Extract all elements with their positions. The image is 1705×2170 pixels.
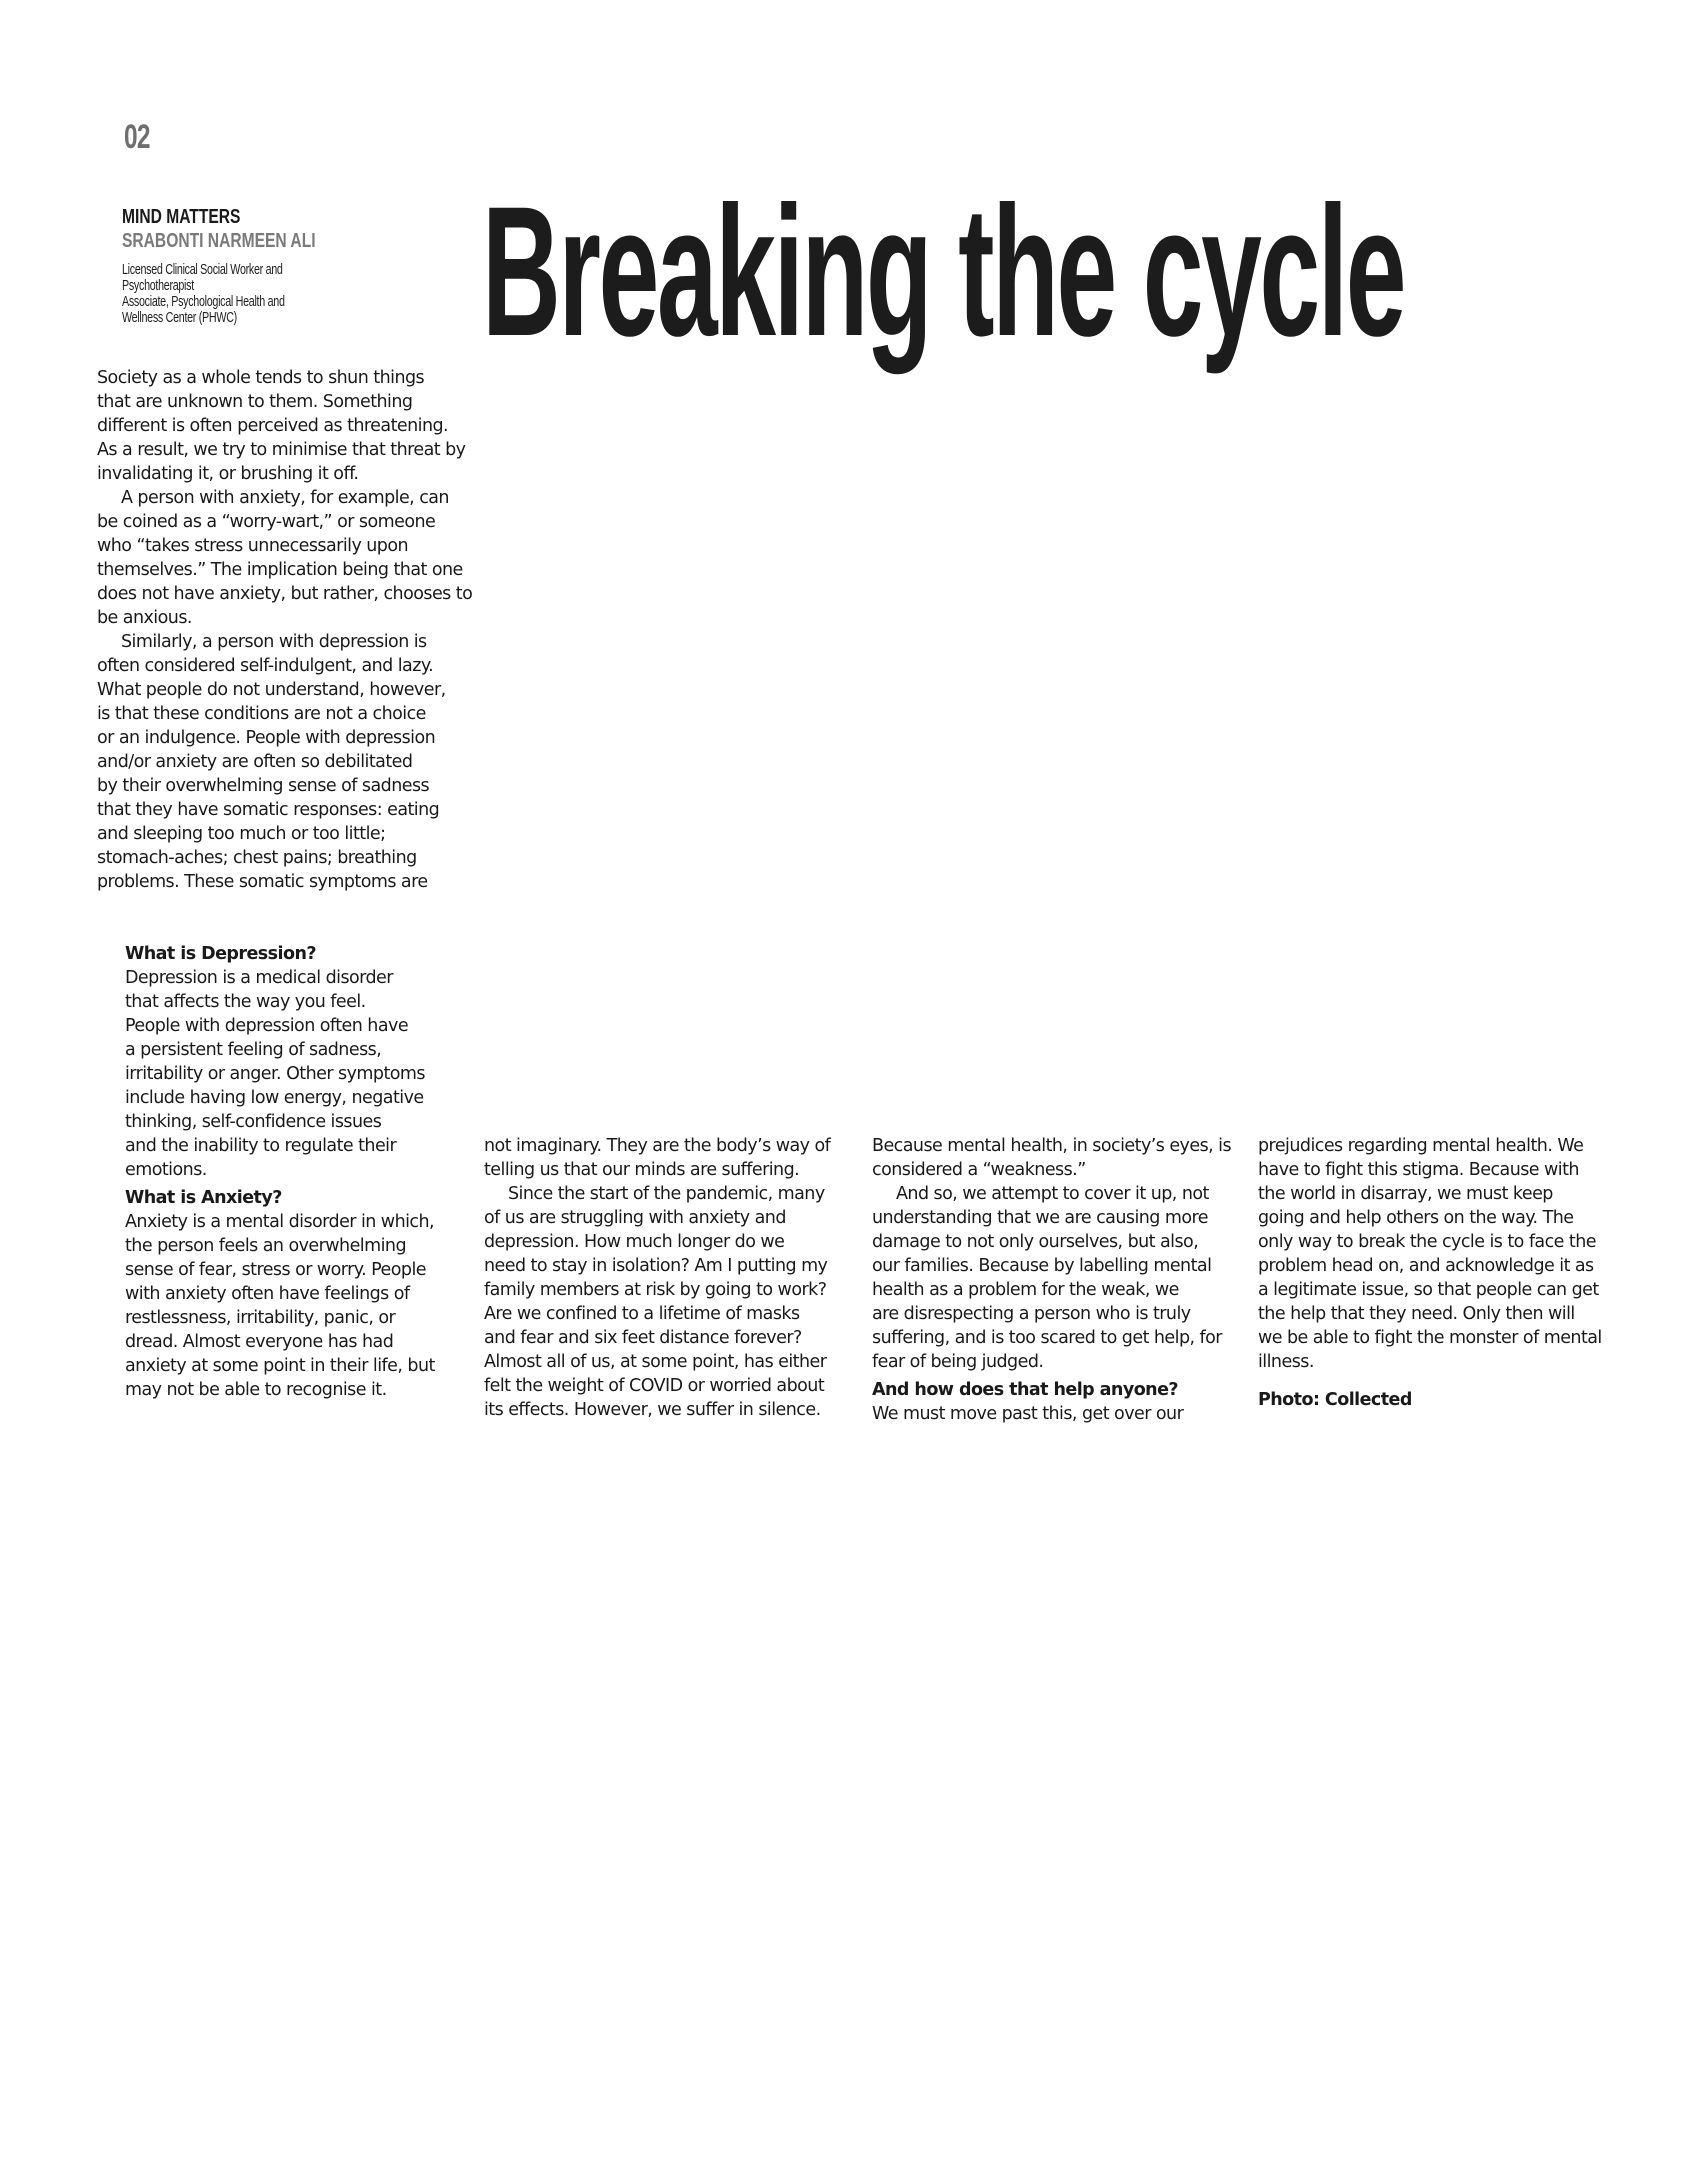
body-line: telling us that our minds are suffering. bbox=[484, 1160, 800, 1180]
body-line: the world in disarray, we must keep bbox=[1258, 1184, 1553, 1204]
body-line: its effects. However, we suffer in silence. bbox=[484, 1400, 821, 1420]
body-line: the help that they need. Only then will bbox=[1258, 1304, 1575, 1324]
body-line: depression. How much longer do we bbox=[484, 1232, 785, 1252]
body-line: and fear and six feet distance forever? bbox=[484, 1328, 802, 1348]
sidebar-line: and the inability to regulate their bbox=[125, 1136, 397, 1156]
body-line: be anxious. bbox=[97, 608, 192, 628]
sidebar-line: may not be able to recognise it. bbox=[125, 1380, 387, 1400]
body-line: our families. Because by labelling mental bbox=[872, 1256, 1212, 1276]
body-line: fear of being judged. bbox=[872, 1352, 1044, 1372]
sidebar-line: irritability or anger. Other symptoms bbox=[125, 1064, 425, 1084]
sidebar-line: sense of fear, stress or worry. People bbox=[125, 1260, 426, 1280]
body-line: Because mental health, in society’s eyes, is bbox=[872, 1136, 1232, 1156]
body-line: have to fight this stigma. Because with bbox=[1258, 1160, 1579, 1180]
section-label: MIND MATTERS bbox=[122, 206, 241, 228]
body-line: damage to not only ourselves, but also, bbox=[872, 1232, 1199, 1252]
article-column-2 bbox=[484, 1134, 830, 1422]
credential-line: Licensed Clinical Social Worker and bbox=[122, 262, 283, 278]
credential-line: Psychotherapist bbox=[122, 278, 194, 294]
page-number: 02 bbox=[124, 118, 150, 156]
body-line: Are we confined to a lifetime of masks bbox=[484, 1304, 800, 1324]
sidebar-line: emotions. bbox=[125, 1160, 207, 1180]
body-line: that they have somatic responses: eating bbox=[97, 800, 440, 820]
body-line: themselves.” The implication being that one bbox=[97, 560, 463, 580]
body-line: be coined as a “worry-wart,” or someone bbox=[97, 512, 436, 532]
body-line: does not have anxiety, but rather, chooses to bbox=[97, 584, 473, 604]
credential-line: Associate, Psychological Health and bbox=[122, 294, 285, 310]
body-line: are disrespecting a person who is truly bbox=[872, 1304, 1191, 1324]
body-line: by their overwhelming sense of sadness bbox=[97, 776, 430, 796]
sidebar-line: thinking, self-confidence issues bbox=[125, 1112, 382, 1132]
sidebar-line: Anxiety is a mental disorder in which, bbox=[125, 1212, 435, 1232]
body-line: problems. These somatic symptoms are bbox=[97, 872, 428, 892]
sidebar-line: anxiety at some point in their life, but bbox=[125, 1356, 435, 1376]
sidebar-heading-depression: What is Depression? bbox=[125, 944, 316, 964]
sidebar-line: Depression is a medical disorder bbox=[125, 968, 393, 988]
body-line: going and help others on the way. The bbox=[1258, 1208, 1574, 1228]
body-line: and sleeping too much or too little; bbox=[97, 824, 386, 844]
body-line: we be able to fight the monster of mental bbox=[1258, 1328, 1602, 1348]
body-line: What people do not understand, however, bbox=[97, 680, 446, 700]
body-line: who “takes stress unnecessarily upon bbox=[97, 536, 409, 556]
body-line: understanding that we are causing more bbox=[872, 1208, 1208, 1228]
body-line: or an indulgence. People with depression bbox=[97, 728, 436, 748]
sidebar-heading-anxiety: What is Anxiety? bbox=[125, 1188, 282, 1208]
body-line: that are unknown to them. Something bbox=[97, 392, 413, 412]
body-line: is that these conditions are not a choice bbox=[97, 704, 426, 724]
body-line: And so, we attempt to cover it up, not bbox=[896, 1184, 1209, 1204]
body-line: different is often perceived as threatening. bbox=[97, 416, 449, 436]
body-line: stomach-aches; chest pains; breathing bbox=[97, 848, 417, 868]
body-line: often considered self-indulgent, and lazy. bbox=[97, 656, 434, 676]
body-line: prejudices regarding mental health. We bbox=[1258, 1136, 1584, 1156]
sidebar-line: a persistent feeling of sadness, bbox=[125, 1040, 382, 1060]
sidebar-box bbox=[125, 942, 435, 1402]
credential-line: Wellness Center (PHWC) bbox=[122, 310, 237, 326]
article-column-1 bbox=[97, 366, 472, 894]
headline: Breaking the cycle bbox=[482, 169, 1405, 375]
body-line: family members at risk by going to work? bbox=[484, 1280, 827, 1300]
article-column-3 bbox=[872, 1134, 1231, 1426]
photo-credit: Photo: Collected bbox=[1258, 1390, 1412, 1410]
body-line: of us are struggling with anxiety and bbox=[484, 1208, 786, 1228]
body-line: Society as a whole tends to shun things bbox=[97, 368, 425, 388]
body-line: Almost all of us, at some point, has either bbox=[484, 1352, 827, 1372]
body-line: As a result, we try to minimise that threat by bbox=[97, 440, 466, 460]
body-line: illness. bbox=[1258, 1352, 1314, 1372]
body-line: not imaginary. They are the body’s way of bbox=[484, 1136, 831, 1156]
body-line: We must move past this, get over our bbox=[872, 1404, 1184, 1424]
body-line: felt the weight of COVID or worried about bbox=[484, 1376, 825, 1396]
body-line: problem head on, and acknowledge it as bbox=[1258, 1256, 1594, 1276]
body-line: suffering, and is too scared to get help, for bbox=[872, 1328, 1222, 1348]
sidebar-line: People with depression often have bbox=[125, 1016, 409, 1036]
body-line: need to stay in isolation? Am I putting my bbox=[484, 1256, 828, 1276]
sidebar-line: dread. Almost everyone has had bbox=[125, 1332, 394, 1352]
body-line: only way to break the cycle is to face the bbox=[1258, 1232, 1596, 1252]
body-line: Since the start of the pandemic, many bbox=[508, 1184, 825, 1204]
sidebar-line: restlessness, irritability, panic, or bbox=[125, 1308, 396, 1328]
body-line: health as a problem for the weak, we bbox=[872, 1280, 1179, 1300]
sidebar-line: with anxiety often have feelings of bbox=[125, 1284, 410, 1304]
body-line: and/or anxiety are often so debilitated bbox=[97, 752, 413, 772]
sidebar-line: include having low energy, negative bbox=[125, 1088, 424, 1108]
sidebar-line: that affects the way you feel. bbox=[125, 992, 366, 1012]
body-line: A person with anxiety, for example, can bbox=[121, 488, 449, 508]
body-line: a legitimate issue, so that people can get bbox=[1258, 1280, 1599, 1300]
body-line: invalidating it, or brushing it off. bbox=[97, 464, 359, 484]
sidebar-line: the person feels an overwhelming bbox=[125, 1236, 407, 1256]
author-credentials bbox=[122, 262, 382, 326]
subheading: And how does that help anyone? bbox=[872, 1380, 1179, 1400]
body-line: Similarly, a person with depression is bbox=[121, 632, 427, 652]
author-name: SRABONTI NARMEEN ALI bbox=[122, 230, 316, 252]
byline bbox=[122, 206, 382, 326]
article-column-4 bbox=[1258, 1134, 1602, 1412]
body-line: considered a “weakness.” bbox=[872, 1160, 1086, 1180]
